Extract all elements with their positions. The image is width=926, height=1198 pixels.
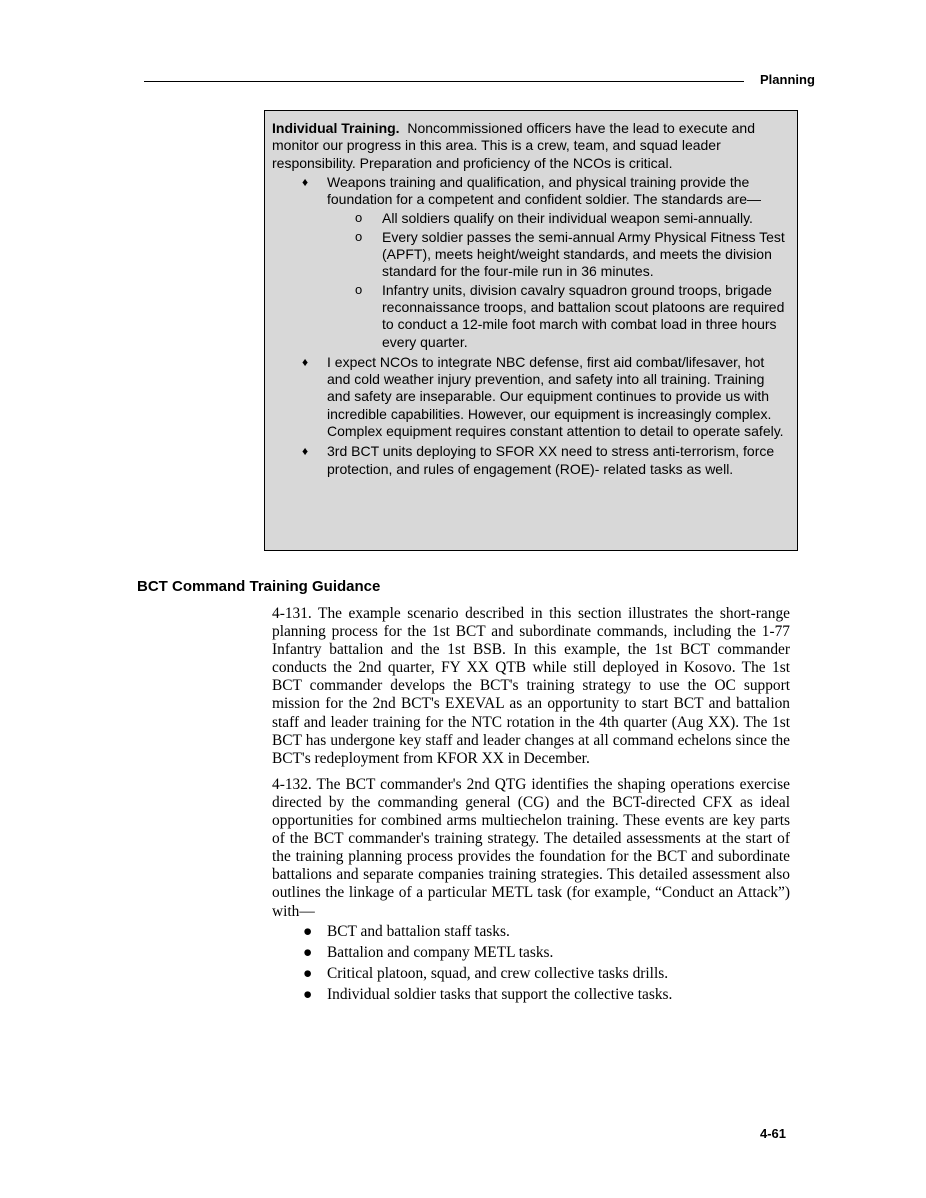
body-bullet-text: Battalion and company METL tasks. bbox=[327, 943, 554, 961]
box-sub-bullet-item bbox=[327, 210, 788, 227]
dot-bullet-icon: ● bbox=[303, 964, 313, 982]
dot-bullet-icon: ● bbox=[303, 922, 313, 940]
body-bullet-text: Critical platoon, squad, and crew collective tasks drills. bbox=[327, 964, 669, 982]
body-bullet-item bbox=[272, 986, 790, 1004]
header-rule bbox=[144, 81, 744, 82]
body-bullet-list bbox=[272, 923, 790, 1004]
page-number: 4-61 bbox=[760, 1126, 787, 1141]
guidance-box bbox=[264, 110, 798, 551]
body-text bbox=[272, 605, 790, 1007]
box-sub-bullet-text: Infantry units, division cavalry squadron ground troops, brigade reconnaissance troops, and battalion scout platoons are required to conduct a 12-mile foot march with combat load in three hours every quarter. bbox=[382, 281, 785, 350]
box-bullet-text: 3rd BCT units deploying to SFOR XX need to stress anti-terrorism, force protection, and rules of engagement (ROE)- related tasks as well. bbox=[327, 443, 775, 477]
diamond-bullet-icon: ♦ bbox=[302, 444, 309, 459]
body-bullet-text: Individual soldier tasks that support the collective tasks. bbox=[327, 985, 673, 1003]
box-sub-bullet-item bbox=[327, 282, 788, 351]
body-bullet-item bbox=[272, 923, 790, 941]
running-header: Planning bbox=[760, 72, 815, 87]
diamond-bullet-icon: ♦ bbox=[302, 354, 309, 369]
box-bullet-list bbox=[272, 174, 788, 478]
box-bullet-item bbox=[272, 354, 788, 440]
box-intro bbox=[272, 120, 788, 172]
box-sub-bullet-text: All soldiers qualify on their individual weapon semi-annually. bbox=[382, 210, 753, 227]
circle-bullet-icon: o bbox=[355, 281, 363, 297]
diamond-bullet-icon: ♦ bbox=[302, 174, 309, 189]
paragraph-4-132: 4-132. The BCT commander's 2nd QTG identifies the shaping operations exercise directed by the commanding general (CG) and the BCT-directed CFX as ideal opportunities for combined arms multiechelon training. These events are key parts of the BCT commander's training strategy. The detailed assessments at the start of the training planning process provides the foundation for the BCT and subordinate battalions and separate companies training strategies. This detailed assessment also outlines the linkage of a particular METL task (for example, “Conduct an Attack”) with— bbox=[272, 775, 790, 920]
box-sub-bullet-text: Every soldier passes the semi-annual Army Physical Fitness Test (APFT), meets height/weight standards, and meets the division standard for the four-mile run in 36 minutes. bbox=[382, 228, 785, 280]
dot-bullet-icon: ● bbox=[303, 943, 313, 961]
box-lead-text: Noncommissioned officers have the lead to execute and monitor our progress in this area. This is a crew, team, and squad leader responsibility. Preparation and proficiency of the NCOs is critical. bbox=[272, 120, 755, 171]
box-sub-bullet-item bbox=[327, 229, 788, 281]
paragraph-4-131: 4-131. The example scenario described in this section illustrates the short-range planning process for the 1st BCT and subordinate commands, including the 1-77 Infantry battalion and the 1st BSB. In this example, the 1st BCT commander conducts the 2nd quarter, FY XX QTB while still deployed in Kosovo. The 1st BCT commander develops the BCT's training strategy to use the OC support mission for the 2nd BCT's EXEVAL as an opportunity to start BCT and battalion staff and leader training for the NTC rotation in the 4th quarter (Aug XX). The 1st BCT has undergone key staff and leader changes at all command echelons since the BCT's redeployment from KFOR XX in December. bbox=[272, 605, 790, 767]
box-lead-title: Individual Training. bbox=[272, 120, 400, 136]
circle-bullet-icon: o bbox=[355, 210, 363, 226]
body-bullet-item bbox=[272, 944, 790, 962]
box-bullet-text: Weapons training and qualification, and physical training provide the foundation for a competent and confident soldier. The standards are— bbox=[327, 173, 762, 208]
box-sub-bullet-list bbox=[327, 210, 788, 350]
box-bullet-text: I expect NCOs to integrate NBC defense, first aid combat/lifesaver, hot and cold weather injury prevention, and safety into all training. Training and safety are inseparable. Our equipment continues to provide us with incredible capabilities. However, our equipment is increasingly complex. Complex equipment requires constant attention to detail to operate safely. bbox=[327, 353, 784, 440]
dot-bullet-icon: ● bbox=[303, 985, 313, 1003]
body-bullet-text: BCT and battalion staff tasks. bbox=[327, 922, 510, 940]
body-bullet-item bbox=[272, 965, 790, 983]
circle-bullet-icon: o bbox=[355, 228, 363, 244]
section-heading: BCT Command Training Guidance bbox=[137, 578, 381, 595]
box-bullet-item bbox=[272, 174, 788, 351]
box-bullet-item bbox=[272, 443, 788, 478]
